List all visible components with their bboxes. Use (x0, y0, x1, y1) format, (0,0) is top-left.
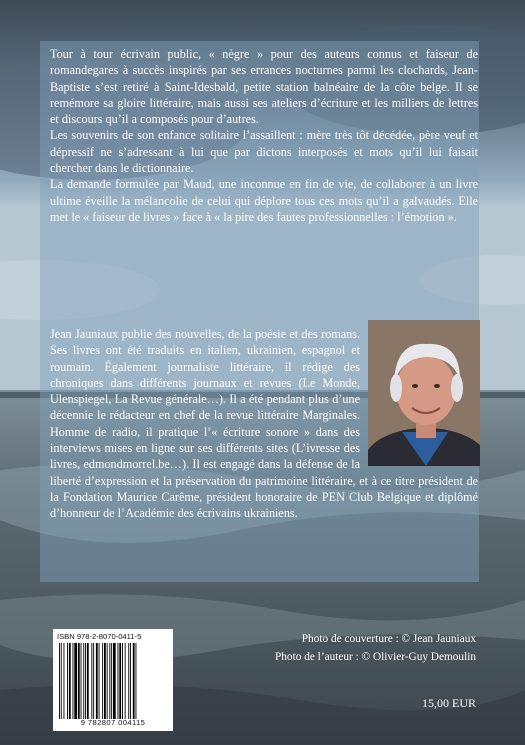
synopsis-paragraph: La demande formulée par Maud, une inconnue en fin de vie, de collaborer à un livre ultime éveille la mélancolie de celui qui déplore tous ces mots qu’il a galvaudés. Elle met le « faiseur de livres » face à « la pire des fautes professionnelles : l’émotion ». (50, 177, 478, 224)
price: 15,00 EUR (422, 696, 476, 710)
cover-photo-credit: Photo de couverture : © Jean Jauniaux (301, 633, 476, 645)
synopsis (50, 46, 478, 225)
author-bio (50, 326, 478, 522)
barcode-bars (57, 643, 169, 719)
isbn-label: ISBN 978-2-8070-0411-5 (57, 632, 142, 641)
ean-digits: 9 782807 004115 (80, 718, 146, 727)
author-photo-credit: Photo de l’auteur : © Olivier-Guy Demoulin (275, 651, 476, 663)
author-photo (368, 320, 480, 466)
photo-credits (240, 630, 476, 666)
synopsis-paragraph: Les souvenirs de son enfance solitaire l’assaillent : mère très tôt décédée, père veuf et dépressif ne s’adressant à lui que par dictons interposés et mots qu’il lui faisait chercher dans le dictionnaire. (50, 128, 478, 176)
bio-text: Jean Jauniaux publie des nouvelles, de la poésie et des romans. Ses livres ont été traduits en italien, ukrainien, espagnol et roumain. Également journaliste littéraire, il rédige des chroniques dans différents journaux et revues (Le Monde, Ulenspiegel, La Revue générale…). Il a été pendant plus d’une décennie le rédacteur en chef de la revue littéraire Marginales. Homme de radio, il pratique l’« écriture sonore » dans des interviews mises en ligne sur ses différents sites (L’ivresse des livres, edmondmorrel.be…). Il est engagé dans la défense de la liberté d’expression et la préservation du patrimoine littéraire, et à ce titre président de la Fondation Maurice Carême, président honoraire de PEN Club Belgique et diplômé d’honneur de l’Académie des écrivains ukrainiens. (50, 327, 478, 521)
synopsis-paragraph: Tour à tour écrivain public, « nègre » pour des auteurs connus et faiseur de romandegares à succès inspirés par ses errances nocturnes parmi les clochards, Jean-Baptiste s’est retiré à Saint-Idesbald, petite station balnéaire de la côte belge. Il se remémore sa gloire littéraire, mais aussi ses ateliers d’écriture et les milliers de lettres et discours qu’il a composés pour d’autres. (50, 47, 478, 127)
isbn-barcode (53, 629, 173, 731)
